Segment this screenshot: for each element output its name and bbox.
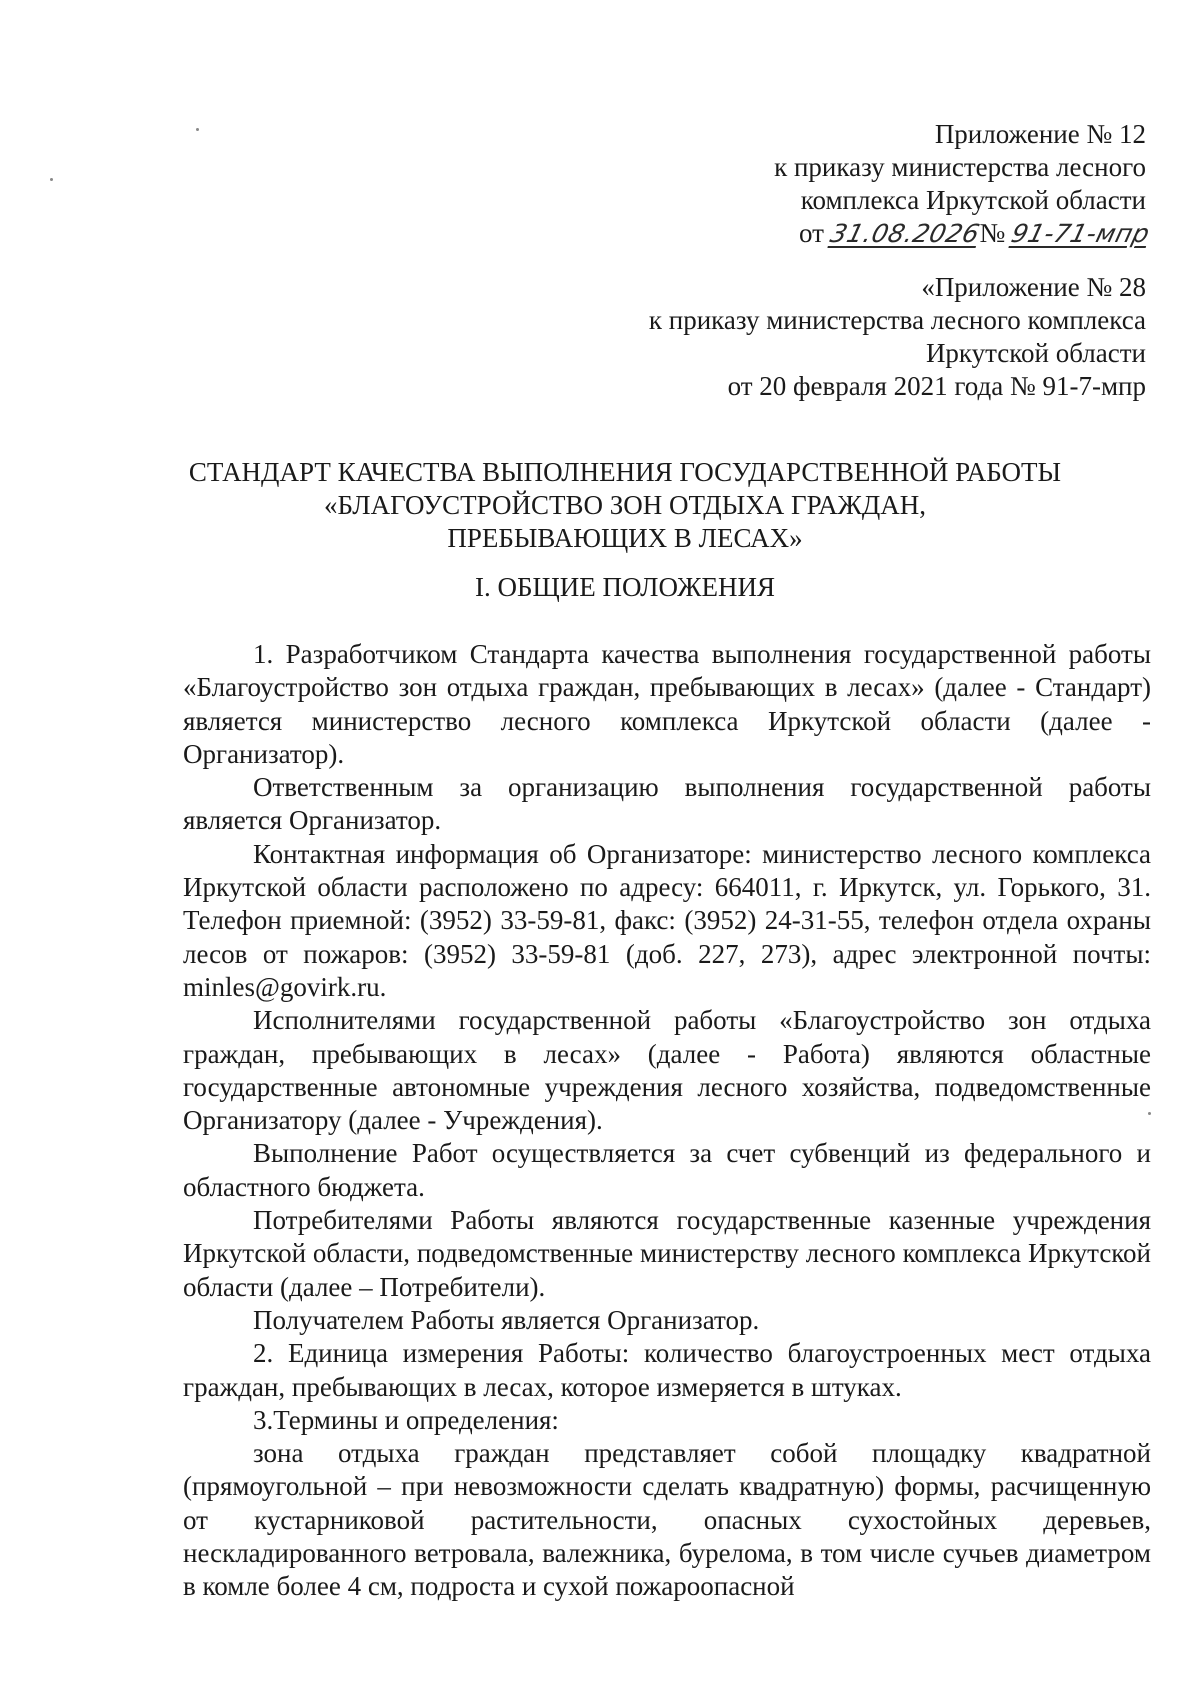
appendix-12-date-line xyxy=(774,217,1153,250)
appendix-12-title: Приложение № 12 xyxy=(934,119,1146,149)
handwritten-date: 31.08.2026 xyxy=(827,219,983,248)
appendix-28-title: «Приложение № 28 xyxy=(921,272,1146,302)
paragraph-funding: Выполнение Работ осуществляется за счет субвенций из федерального и областного бюджета. xyxy=(183,1138,1151,1202)
section-heading: I. ОБЩИЕ ПОЛОЖЕНИЯ xyxy=(475,572,775,602)
date-prefix: от xyxy=(799,218,824,248)
paragraph-recreation-zone-definition: зона отдыха граждан представляет собой площадку квадратной (прямоугольной – при невозможности сделать квадратную) формы, расчищенную от кустарниковой растительности, опасных сухостойных деревьев, нескладированного ветровала, валежника, бурелома, в том числе сучьев диаметром в комле более 4 см, подроста и сухой пожароопасной xyxy=(183,1438,1151,1602)
title-line-2: «БЛАГОУСТРОЙСТВО ЗОН ОТДЫХА ГРАЖДАН, xyxy=(323,490,927,520)
handwritten-order-number: 91-71-мпр xyxy=(1008,219,1153,248)
scan-speck xyxy=(196,128,199,131)
paragraph-contact-info: Контактная информация об Организаторе: министерство лесного комплекса Иркутской области расположено по адресу: 664011, г. Иркутск, ул. Горького, 31. Телефон приемной: (3952) 33-59-81, факс: (3952) 24-31-55, телефон отдела охраны лесов от пожаров: (3952) 33-59-81 (доб. 227, 273), адрес электронной почты: minles@govirk.ru. xyxy=(183,838,1151,1002)
document-body xyxy=(183,638,1151,1604)
appendix-12-line-region: комплекса Иркутской области xyxy=(800,185,1146,215)
paragraph-executors: Исполнителями государственной работы «Благоустройство зон отдыха граждан, пребывающих в лесах» (далее - Работа) являются областные государственные автономные учреждения лесного хозяйства, подведомственные Организатору (далее - Учреждения). xyxy=(183,1005,1151,1136)
paragraph-unit-of-measure: 2. Единица измерения Работы: количество благоустроенных мест отдыха граждан, пребывающих в лесах, которое измеряется в штуках. xyxy=(183,1338,1151,1402)
scan-speck xyxy=(1148,1112,1151,1115)
appendix-12-header xyxy=(774,118,1153,250)
paragraph-recipient: Получателем Работы является Организатор. xyxy=(253,1304,760,1335)
appendix-28-line-region: Иркутской области xyxy=(925,338,1146,368)
number-sign: № xyxy=(979,218,1006,248)
paragraph-terms-heading: 3.Термины и определения: xyxy=(253,1404,559,1435)
title-line-3: ПРЕБЫВАЮЩИХ В ЛЕСАХ» xyxy=(447,523,803,553)
paragraph-consumers: Потребителями Работы являются государственные казенные учреждения Иркутской области, подведомственные министерству лесного комплекса Иркутской области (далее – Потребители). xyxy=(183,1205,1151,1302)
scan-speck xyxy=(50,178,53,181)
appendix-12-line-order: к приказу министерства лесного xyxy=(774,152,1146,182)
appendix-28-line-order: к приказу министерства лесного комплекса xyxy=(648,305,1146,335)
document-title xyxy=(130,456,1120,555)
paragraph-responsible: Ответственным за организацию выполнения государственной работы является Организатор. xyxy=(183,772,1151,836)
paragraph-developer: 1. Разработчиком Стандарта качества выполнения государственной работы «Благоустройство зон отдыха граждан, пребывающих в лесах» (далее - Стандарт) является министерство лесного комплекса Иркутской области (далее - Организатор). xyxy=(183,639,1151,769)
title-line-1: СТАНДАРТ КАЧЕСТВА ВЫПОЛНЕНИЯ ГОСУДАРСТВЕННОЙ РАБОТЫ xyxy=(188,457,1062,487)
appendix-28-header xyxy=(649,271,1146,403)
appendix-28-line-date: от 20 февраля 2021 года № 91-7-мпр xyxy=(727,371,1146,401)
